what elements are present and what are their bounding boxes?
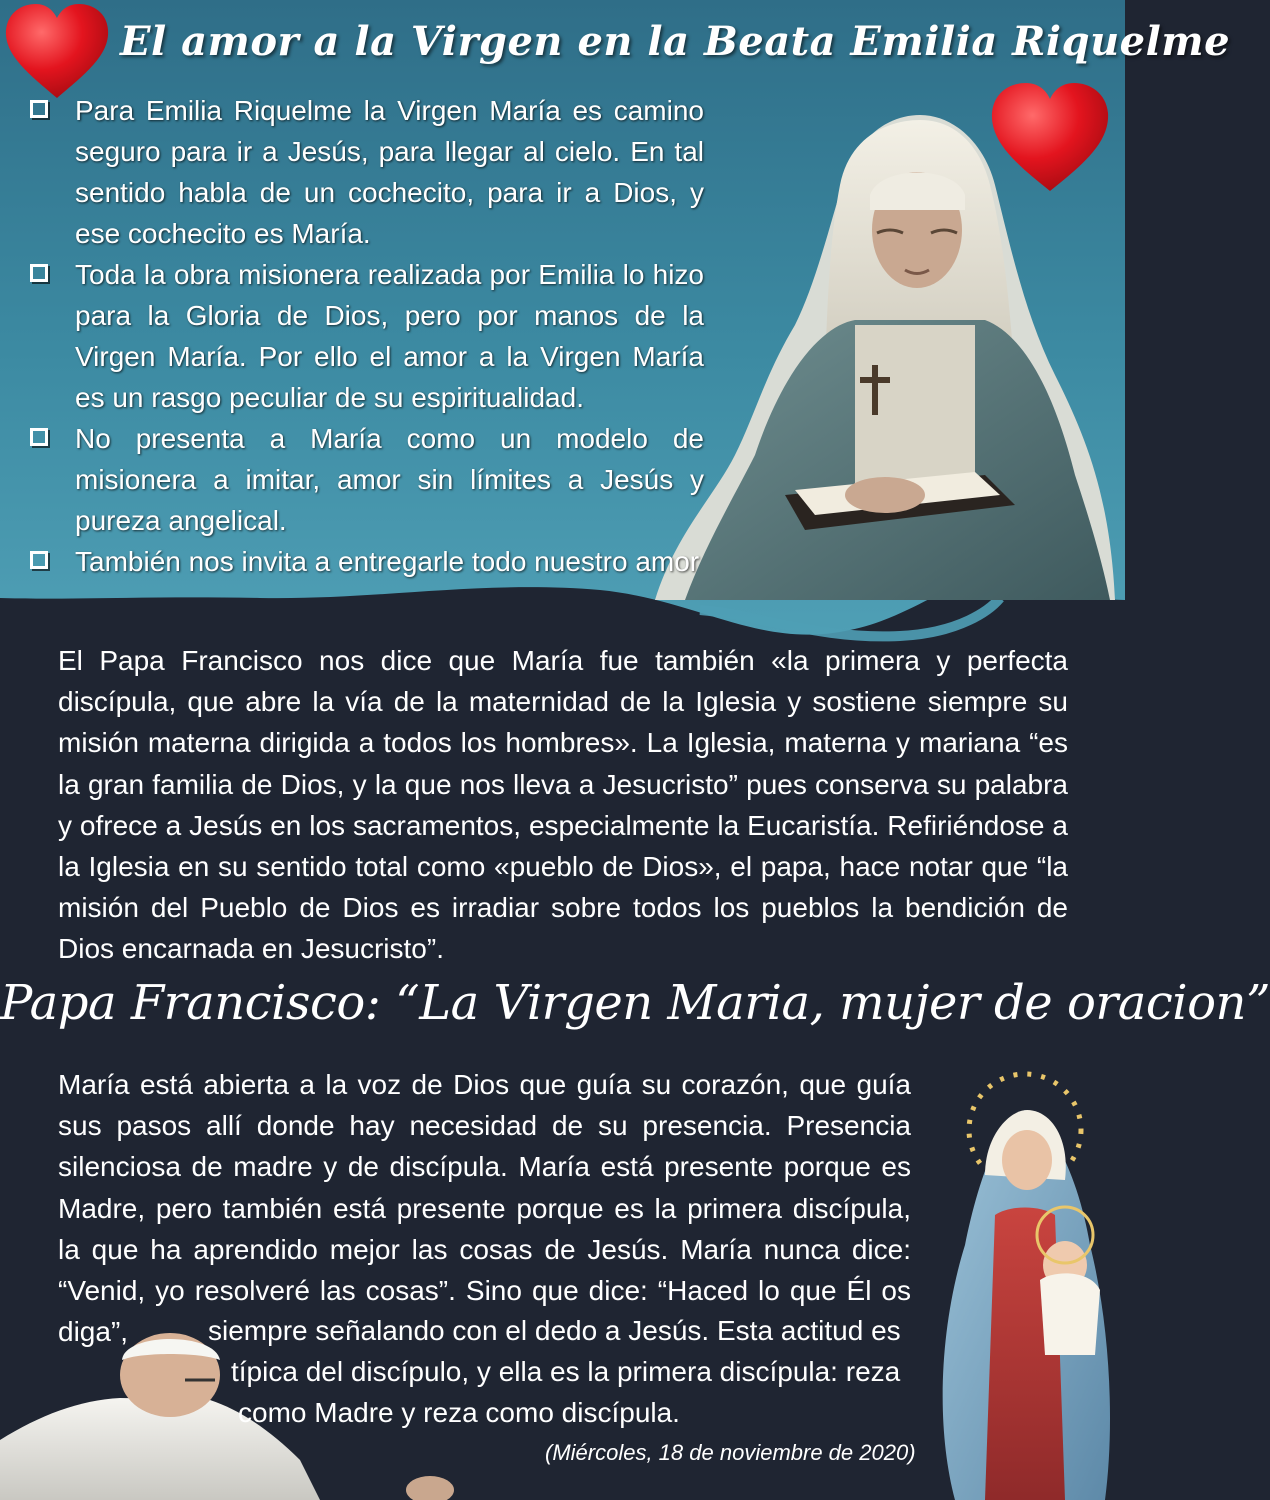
paragraph-maria-abierta: María está abierta a la voz de Dios que guía su corazón, que guía sus pasos allí donde hay necesidad de su presencia. Presencia silenciosa de madre y de discípula. María está presente porque es Madre, pero también está presente porque es la primera discípula, la que ha aprendido mejor las cosas de Jesús. María nunca dice: “Venid, yo resolveré las cosas”. Sino que dice: “Haced lo que Él os diga”, <box>58 1069 911 1348</box>
list-item-text: Para Emilia Riquelme la Virgen María es camino seguro para ir a Jesús, para llegar al cielo. En tal sentido habla de un cochecito, para ir a Dios, y ese cochecito es María. <box>75 95 704 249</box>
checkbox-bullet-icon <box>30 551 48 569</box>
checkbox-bullet-icon <box>30 264 48 282</box>
paragraph-line-3: como Madre y reza como discípula. <box>238 1397 680 1428</box>
virgin-mary-statue-image <box>915 1065 1125 1500</box>
paragraph-line-2: típica del discípulo, y ella es la primera discípula: reza <box>231 1356 901 1387</box>
checkbox-bullet-icon <box>30 100 48 118</box>
list-item-text: También nos invita a entregarle todo nuestro amor <box>75 546 700 577</box>
checkbox-bullet-icon <box>30 428 48 446</box>
date-caption: (Miércoles, 18 de noviembre de 2020) <box>545 1440 916 1465</box>
list-item <box>28 541 704 582</box>
list-item-text: Toda la obra misionera realizada por Emilia lo hizo para la Gloria de Dios, pero por manos de la Virgen María. Por ello el amor a la Virgen María es un rasgo peculiar de su espiritualidad. <box>75 259 704 413</box>
heart-icon-left <box>0 0 115 100</box>
page-title: El amor a la Virgen en la Beata Emilia Riquelme <box>120 18 1231 65</box>
paragraph-line-1: siempre señalando con el dedo a Jesús. Esta actitud es <box>208 1315 901 1346</box>
list-item <box>28 90 704 254</box>
list-item-text: No presenta a María como un modelo de misionera a imitar, amor sin límites a Jesús y pureza angelical. <box>75 423 704 536</box>
bullet-list <box>28 90 704 582</box>
list-item <box>28 254 704 418</box>
nun-portrait-image <box>655 75 1115 600</box>
list-item <box>28 418 704 541</box>
section-subtitle: Papa Francisco: “La Virgen Maria, mujer de oracion” <box>0 975 1270 1031</box>
paragraph-papa-francisco: El Papa Francisco nos dice que María fue también «la primera y perfecta discípula, que abre la vía de la maternidad de la Iglesia y sostiene siempre su misión materna dirigida a todos los hombres». La Iglesia, materna y mariana “es la gran familia de Dios, y la que nos lleva a Jesucristo” pues conserva su palabra y ofrece a Jesús en los sacramentos, especialmente la Eucaristía. Refiriéndose a la Iglesia en su sentido total como «pueblo de Dios», el papa, hace notar que “la misión del Pueblo de Dios es irradiar sobre todos los pueblos la bendición de Dios encarnada en Jesucristo”. <box>58 645 1068 965</box>
